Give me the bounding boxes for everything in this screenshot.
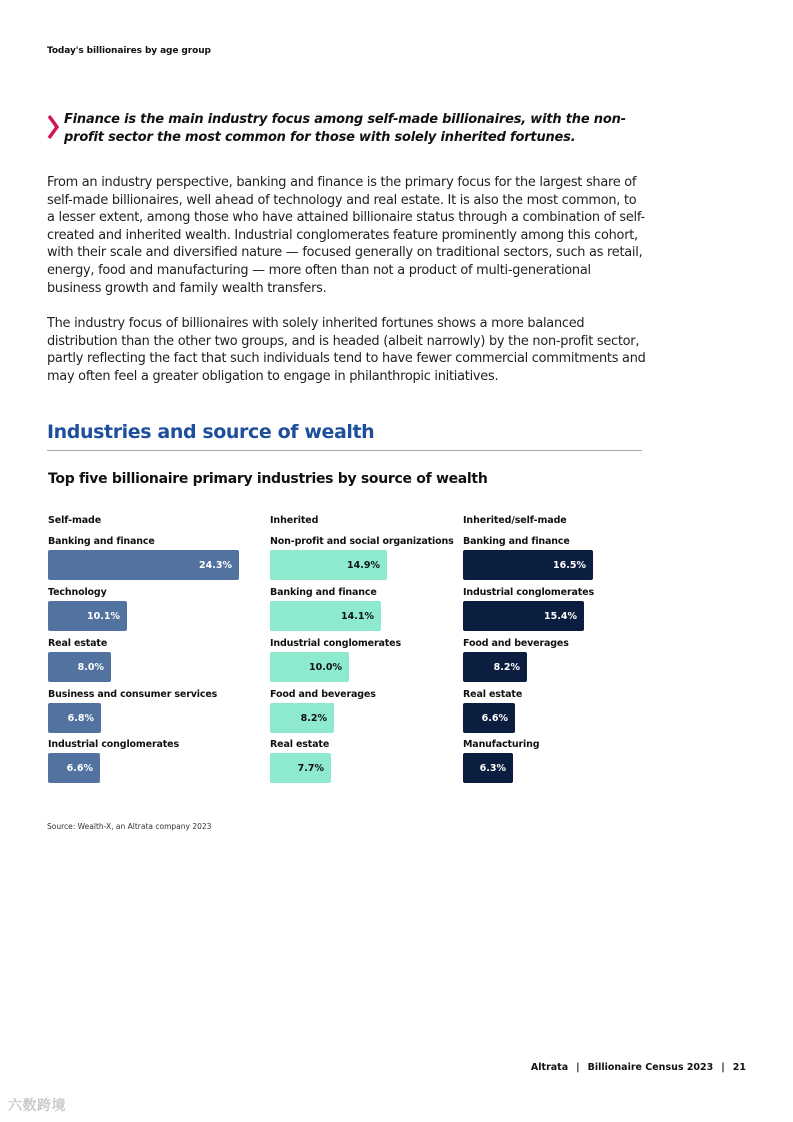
industry-label: Banking and finance [270, 587, 377, 598]
bar-inherited-self-made [463, 550, 593, 580]
footer-separator: | [576, 1062, 580, 1073]
chart-source: Source: Wealth-X, an Altrata company 2023 [47, 822, 212, 831]
bar-value-label: 6.6% [66, 762, 93, 774]
industry-label: Real estate [48, 638, 108, 649]
bar-self-made [48, 601, 127, 631]
industry-label: Industrial conglomerates [463, 587, 594, 598]
bar-self-made [48, 703, 101, 733]
bar-inherited [270, 703, 334, 733]
chevron-right-icon [45, 113, 61, 141]
chart-title: Top five billionaire primary industries by source of wealth [48, 471, 488, 487]
bar-value-label: 15.4% [544, 610, 577, 622]
industry-label: Business and consumer services [48, 689, 218, 700]
bar-inherited-self-made [463, 652, 527, 682]
footer-page-number: 21 [732, 1062, 746, 1073]
industry-label: Non-profit and social organizations [270, 536, 454, 547]
column-header-self-made: Self-made [48, 515, 102, 526]
bar-value-label: 7.7% [297, 762, 324, 774]
bar-inherited [270, 652, 349, 682]
bar-value-label: 14.9% [347, 559, 380, 571]
industry-label: Manufacturing [463, 739, 540, 750]
bar-inherited-self-made [463, 703, 515, 733]
footer [531, 1062, 746, 1073]
bar-value-label: 6.6% [481, 712, 508, 724]
industry-label: Food and beverages [463, 638, 569, 649]
callout-text: Finance is the main industry focus among self-made billionaires, with the non-profit sector the most common for those with solely inherited fortunes. [64, 112, 626, 145]
industry-label: Industrial conglomerates [48, 739, 179, 750]
industry-label: Technology [48, 587, 107, 598]
column-header-inherited-self-made: Inherited/self-made [463, 515, 567, 526]
bar-inherited [270, 601, 381, 631]
bar-value-label: 6.3% [479, 762, 506, 774]
bar-value-label: 8.2% [493, 661, 520, 673]
bar-inherited-self-made [463, 753, 513, 783]
body-paragraph-1: From an industry perspective, banking and finance is the primary focus for the largest share of self-made billionaires, well ahead of technology and real estate. It is also the most common, to a lesser extent, among those who have attained billionaire status through a combination of self-created and inherited wealth. Industrial conglomerates feature prominently among this cohort, with their scale and diversified nature — focused generally on traditional sectors, such as retail, energy, food and manufacturing — more often than not a product of multi-generational business growth and family wealth transfers. [47, 175, 645, 296]
footer-brand: Altrata [530, 1062, 569, 1073]
bar-value-label: 8.2% [300, 712, 327, 724]
chevron-stroke [49, 116, 57, 138]
industry-label: Food and beverages [270, 689, 376, 700]
section-header-label: Today's billionaires by age group [47, 46, 211, 56]
bar-value-label: 16.5% [553, 559, 586, 571]
bar-value-label: 10.1% [87, 610, 120, 622]
watermark: 六数跨境 [8, 1098, 66, 1114]
industry-label: Real estate [270, 739, 330, 750]
bar-inherited [270, 753, 331, 783]
column-header-inherited: Inherited [270, 515, 319, 526]
bar-self-made [48, 652, 111, 682]
bar-value-label: 6.8% [67, 712, 94, 724]
section-divider [47, 450, 642, 451]
footer-publication: Billionaire Census 2023 [587, 1062, 714, 1073]
bar-value-label: 14.1% [341, 610, 374, 622]
footer-separator: | [721, 1062, 725, 1073]
bar-value-label: 24.3% [199, 559, 232, 571]
bar-self-made [48, 550, 239, 580]
industry-label: Industrial conglomerates [270, 638, 401, 649]
bar-value-label: 8.0% [77, 661, 104, 673]
industry-label: Real estate [463, 689, 523, 700]
body-paragraph-2: The industry focus of billionaires with solely inherited fortunes shows a more balanced distribution than the other two groups, and is headed (albeit narrowly) by the non-profit sector, partly reflecting the fact that such individuals tend to have fewer commercial commitments and may often feel a greater obligation to engage in philanthropic initiatives. [47, 316, 646, 384]
bar-self-made [48, 753, 100, 783]
bar-inherited-self-made [463, 601, 584, 631]
section-title: Industries and source of wealth [47, 421, 375, 443]
industry-label: Banking and finance [48, 536, 155, 547]
bar-value-label: 10.0% [309, 661, 342, 673]
bar-inherited [270, 550, 387, 580]
industry-label: Banking and finance [463, 536, 570, 547]
